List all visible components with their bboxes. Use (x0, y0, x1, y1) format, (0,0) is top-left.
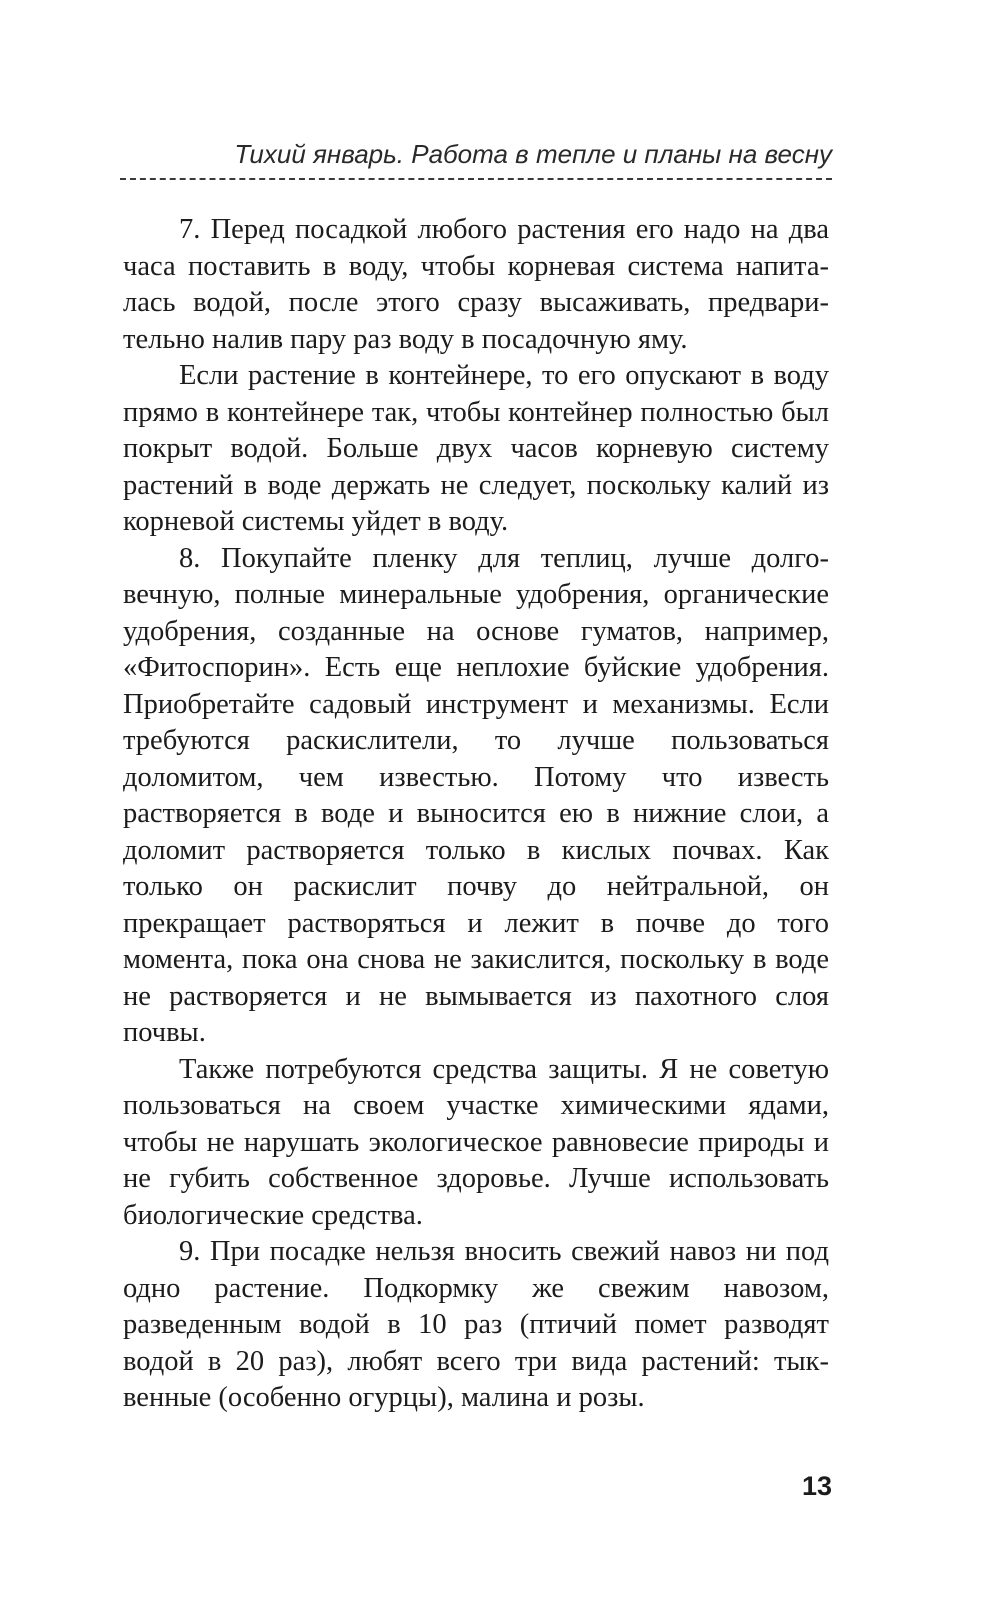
paragraph-item-8: 8. Покупайте пленку для теплиц, лучше долговечную, полные минеральные удобрения, органические удобрения, созданные на основе гуматов, например, «Фитоспорин». Есть еще неплохие буйские удобрения. Приобретайте садовый инструмент и механизмы. Если требуются раскислители, то лучше пользоваться доломитом, чем известью. Потому что известь растворяется в воде и выносится ею в нижние слои, а доломит растворяется только в кислых почвах. Как только он раскислит почву до нейтральной, он прекращает растворяться и лежит в почве до того момента, пока она снова не закислится, поскольку в воде не растворяется и не вымывается из пахотного слоя почвы. (123, 542, 829, 1048)
page-body (123, 212, 829, 1417)
paragraph-protection-note: Также потребуются средства защиты. Я не советую пользоваться на своем участке химическими ядами, чтобы не нарушать экологическое равновесие природы и не губить собственное здоровье. Лучше использовать биологические средства. (123, 1053, 829, 1231)
paragraph-item-9: 9. При посадке нельзя вносить свежий навоз ни под одно растение. Подкормку же свежим навозом, разведенным водой в 10 раз (птичий помет разводят водой в 20 раз), любят всего три вида растений: тыквенные (особенно огурцы), малина и розы. (123, 1236, 829, 1413)
paragraph-container-note: Если растение в контейнере, то его опускают в воду прямо в контейнере так, чтобы контейнер полностью был покрыт водой. Больше двух часов корневую систему растений в воде держать не следует, поскольку калий из корневой системы уйдет в воду. (123, 360, 829, 537)
paragraph-item-7: 7. Перед посадкой любого растения его надо на два часа поставить в воду, чтобы корневая система напиталась водой, после этого сразу высаживать, предварительно налив пару раз воду в посадочную яму. (123, 214, 829, 355)
page-number: 13 (801, 1471, 832, 1501)
header-dashed-divider (120, 178, 832, 180)
running-header-title: Тихий январь. Работа в тепле и планы на весну (234, 139, 832, 169)
